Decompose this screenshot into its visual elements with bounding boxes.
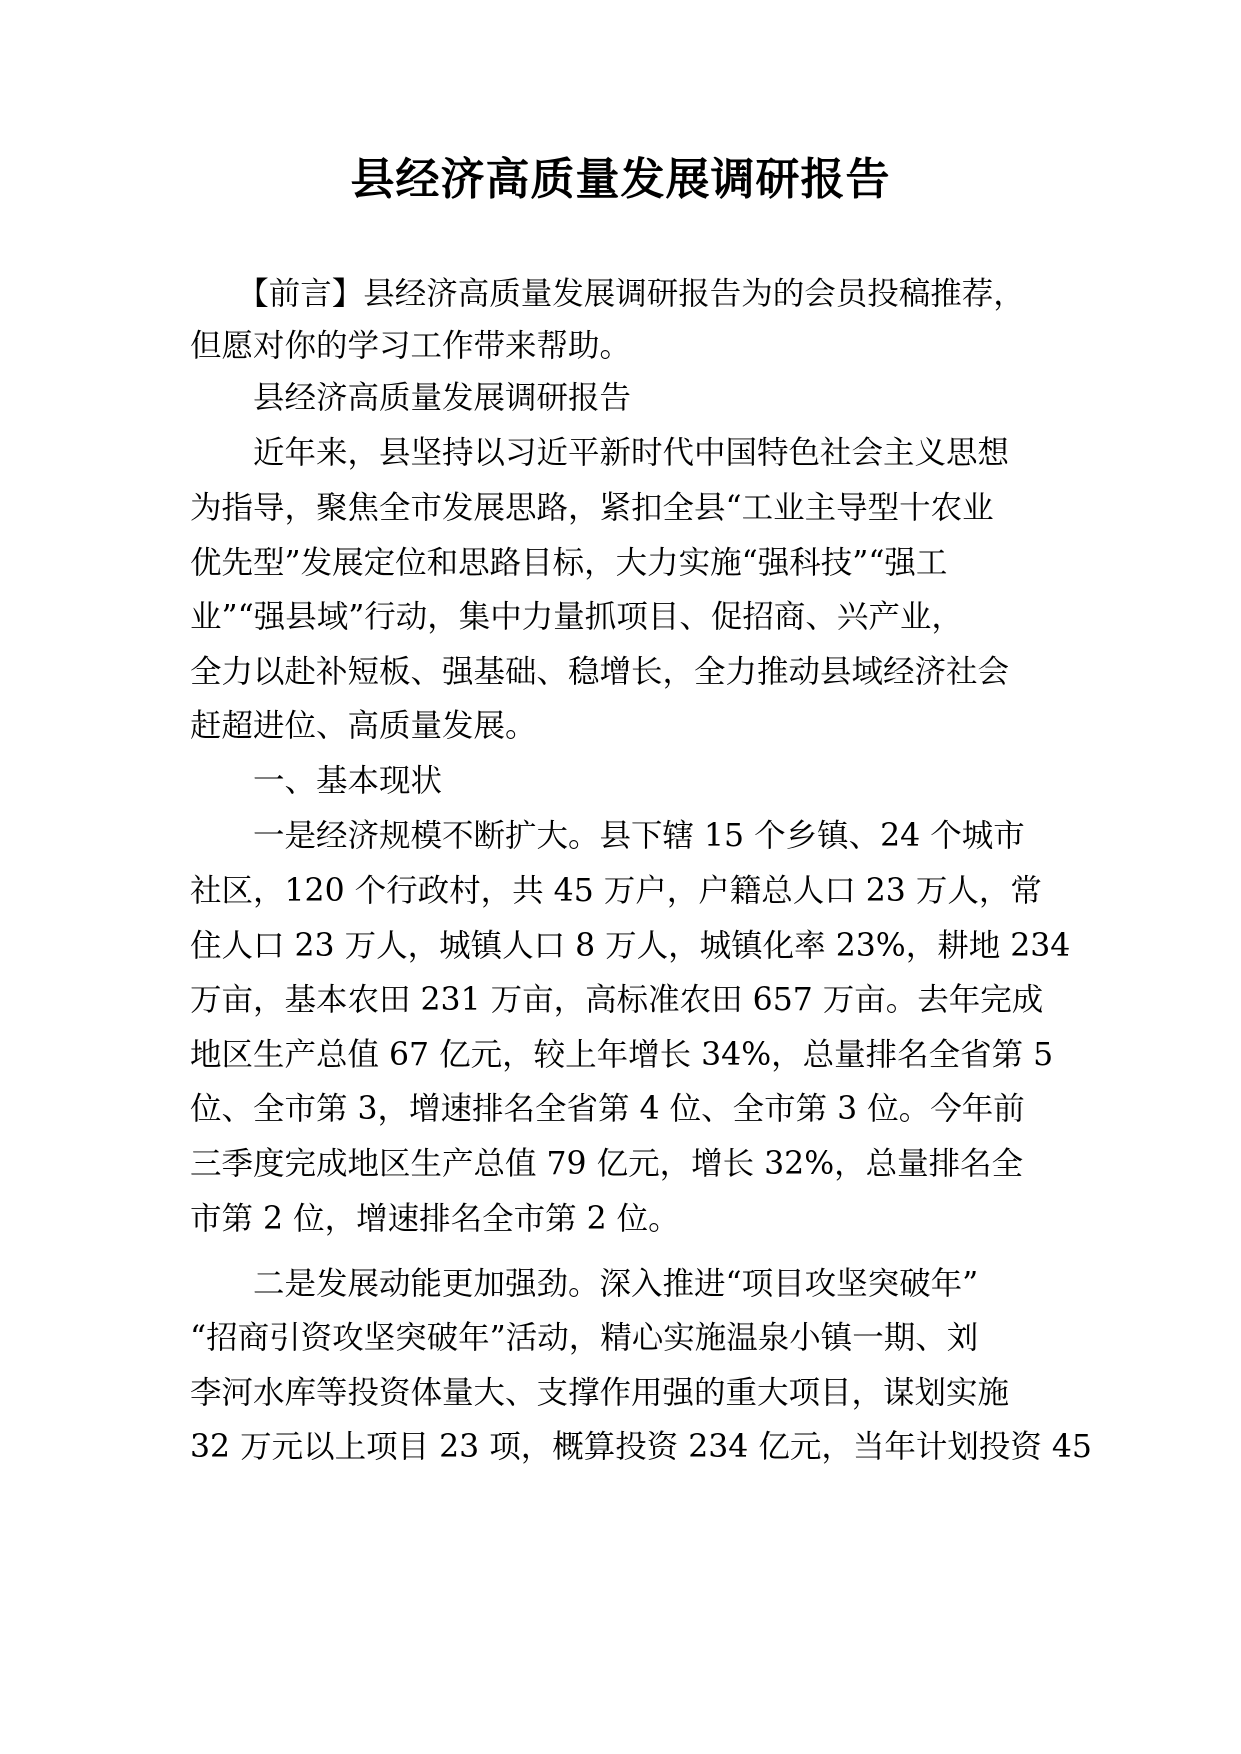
text-line: 优先型”发展定位和思路目标，大力实施“强科技”“强工 — [190, 545, 948, 581]
text-line: 但愿对你的学习工作带来帮助。 — [190, 328, 632, 364]
text-line: 万亩，基本农田 231 万亩，高标准农田 657 万亩。去年完成 — [190, 982, 1044, 1018]
text-line: 一是经济规模不断扩大。县下辖 15 个乡镇、24 个城市 — [190, 818, 1025, 854]
text-line: 三季度完成地区生产总值 79 亿元，增长 32%，总量排名全 — [190, 1146, 1024, 1182]
text-line: “招商引资攻坚突破年”活动，精心实施温泉小镇一期、刘 — [190, 1320, 979, 1356]
document-title: 县经济高质量发展调研报告 — [350, 154, 891, 205]
text-line: 地区生产总值 67 亿元，较上年增长 34%，总量排名全省第 5 — [190, 1037, 1054, 1073]
text-line: 社区，120 个行政村，共 45 万户，户籍总人口 23 万人，常 — [190, 873, 1042, 909]
text-line: 为指导，聚焦全市发展思路，紧扣全县“工业主导型十农业 — [190, 490, 994, 526]
text-line: 全力以赴补短板、强基础、稳增长，全力推动县域经济社会 — [190, 654, 1010, 690]
text-line: 赶超进位、高质量发展。 — [190, 708, 537, 744]
text-line: 县经济高质量发展调研报告 — [190, 380, 632, 416]
text-line: 【前言】县经济高质量发展调研报告为的会员投稿推荐， — [190, 276, 1025, 312]
text-line: 位、全市第 3，增速排名全省第 4 位、全市第 3 位。今年前 — [190, 1091, 1025, 1127]
section-heading: 一、基本现状 — [190, 763, 443, 799]
text-line: 二是发展动能更加强劲。深入推进“项目攻坚突破年” — [190, 1266, 979, 1302]
text-line: 业”“强县域”行动，集中力量抓项目、促招商、兴产业， — [190, 599, 963, 635]
text-line: 住人口 23 万人，城镇人口 8 万人，城镇化率 23%，耕地 234 — [190, 928, 1071, 964]
text-line: 32 万元以上项目 23 项，概算投资 234 亿元，当年计划投资 45 — [190, 1429, 1092, 1465]
text-line: 市第 2 位，增速排名全市第 2 位。 — [190, 1201, 680, 1237]
text-line: 近年来，县坚持以习近平新时代中国特色社会主义思想 — [190, 435, 1010, 471]
text-line: 李河水库等投资体量大、支撑作用强的重大项目，谋划实施 — [190, 1375, 1010, 1411]
